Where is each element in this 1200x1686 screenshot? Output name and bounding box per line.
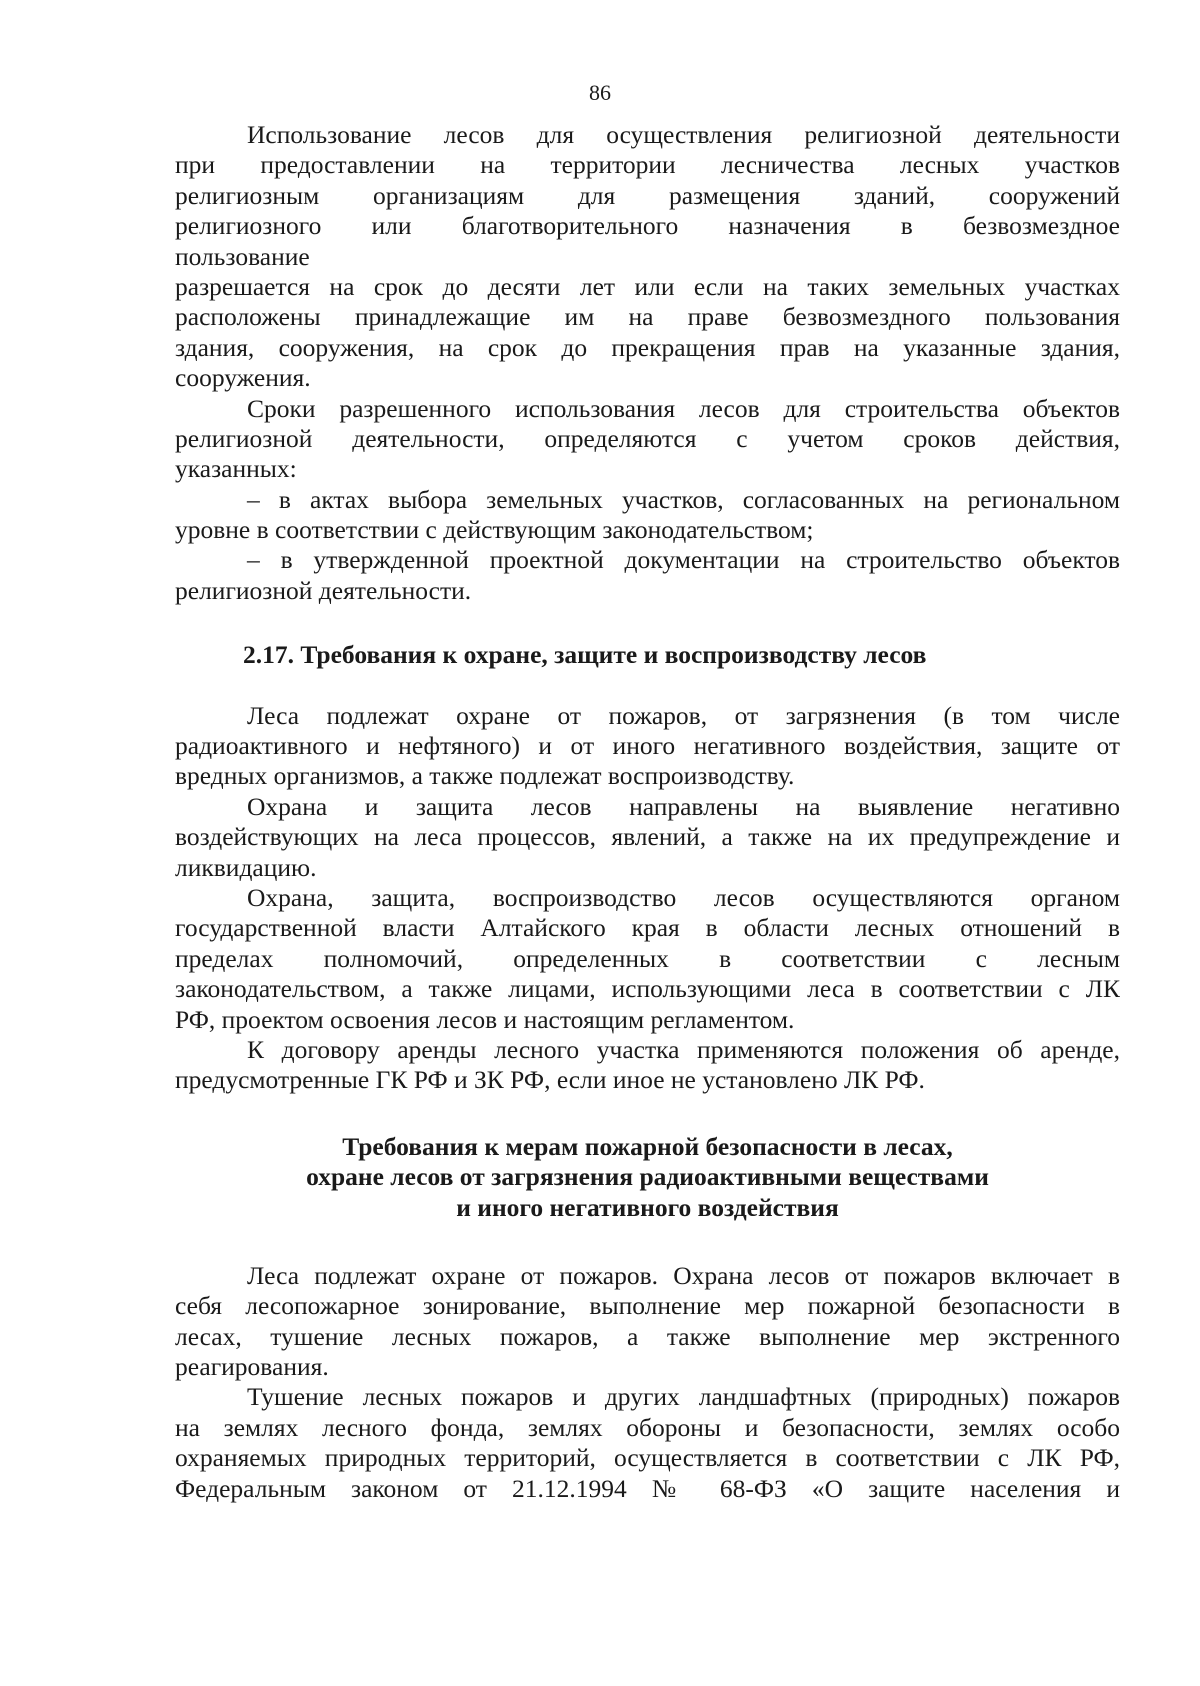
text-line: воздействующих на леса процессов, явлений, а также на их предупреждение и	[175, 822, 1120, 852]
text-line: Федеральным законом от 21.12.1994 № 68-ФЗ «О защите населения и	[175, 1473, 1120, 1503]
text-line: РФ, проектом освоения лесов и настоящим регламентом.	[175, 1004, 795, 1034]
text-line: пользование	[175, 241, 310, 271]
heading-line: и иного негативного воздействия	[456, 1192, 839, 1222]
text-line: уровне в соответствии с действующим законодательством;	[175, 515, 814, 545]
text-line: Леса подлежат охране от пожаров, от загрязнения (в том числе	[247, 700, 1120, 730]
text-line: Сроки разрешенного использования лесов для строительства объектов	[247, 393, 1120, 423]
section-heading-2-17: 2.17. Требования к охране, защите и воспроизводству лесов	[243, 640, 927, 670]
text-line: Охрана и защита лесов направлены на выявление негативно	[247, 791, 1120, 821]
page-number: 86	[589, 80, 611, 105]
text-line: государственной власти Алтайского края в области лесных отношений в	[175, 913, 1120, 943]
heading-line: охране лесов от загрязнения радиоактивными веществами	[306, 1162, 989, 1192]
text-line: на землях лесного фонда, землях обороны и безопасности, землях особо	[175, 1412, 1120, 1442]
text-line: пределах полномочий, определенных в соответствии с лесным	[175, 943, 1120, 973]
text-line: Охрана, защита, воспроизводство лесов осуществляются органом	[247, 882, 1120, 912]
text-line: лесах, тушение лесных пожаров, а также выполнение мер экстренного	[175, 1321, 1120, 1351]
text-line: религиозной деятельности, определяются с учетом сроков действия,	[175, 423, 1120, 453]
paragraph-protection-aim	[175, 792, 1120, 883]
bullet-list	[175, 485, 1120, 607]
paragraph-protection	[175, 701, 1120, 792]
text-line: радиоактивного и нефтяного) и от иного негативного воздействия, защите от	[175, 731, 1120, 761]
paragraph-authority	[175, 883, 1120, 1035]
text-line: указанных:	[175, 454, 297, 484]
text-line: себя лесопожарное зонирование, выполнение мер пожарной безопасности в	[175, 1291, 1120, 1321]
text-line: К договору аренды лесного участка применяются положения об аренде,	[247, 1034, 1120, 1064]
text-line: Леса подлежат охране от пожаров. Охрана лесов от пожаров включает в	[247, 1260, 1120, 1290]
paragraph-fire-fighting	[175, 1382, 1120, 1504]
paragraph-lease	[175, 1035, 1120, 1096]
paragraph-fire-protection	[175, 1261, 1120, 1383]
text-line: разрешается на срок до десяти лет или если на таких земельных участках	[175, 271, 1120, 301]
text-line: Использование лесов для осуществления религиозной деятельности	[247, 120, 1120, 149]
text-line: расположены принадлежащие им на праве безвозмездного пользования	[175, 302, 1120, 332]
document-body	[175, 120, 1120, 1504]
bullet-item: – в актах выбора земельных участков, согласованных на региональном	[247, 484, 1120, 514]
text-line: реагирования.	[175, 1352, 329, 1382]
text-line: предусмотренные ГК РФ и ЗК РФ, если иное не установлено ЛК РФ.	[175, 1065, 925, 1095]
paragraph-terms	[175, 394, 1120, 485]
text-line: сооружения.	[175, 363, 311, 393]
heading-line: Требования к мерам пожарной безопасности в лесах,	[342, 1131, 953, 1161]
text-line: религиозным организациям для размещения зданий, сооружений	[175, 180, 1120, 210]
text-line: законодательством, а также лицами, использующими леса в соответствии с ЛК	[175, 974, 1120, 1004]
text-line: религиозного или благотворительного назначения в безвозмездное	[175, 211, 1120, 241]
text-line: здания, сооружения, на срок до прекращения прав на указанные здания,	[175, 332, 1120, 362]
text-line: Тушение лесных пожаров и других ландшафтных (природных) пожаров	[247, 1382, 1120, 1412]
paragraph-religious-use	[175, 120, 1120, 394]
text-line: при предоставлении на территории лесничества лесных участков	[175, 150, 1120, 180]
text-line: вредных организмов, а также подлежат воспроизводству.	[175, 761, 795, 791]
text-line: ликвидацию.	[175, 852, 317, 882]
section-heading-fire-safety	[175, 1132, 1120, 1223]
text-line: охраняемых природных территорий, осуществляется в соответствии с ЛК РФ,	[175, 1443, 1120, 1473]
text-line: религиозной деятельности.	[175, 575, 472, 605]
bullet-item: – в утвержденной проектной документации на строительство объектов	[247, 545, 1120, 575]
